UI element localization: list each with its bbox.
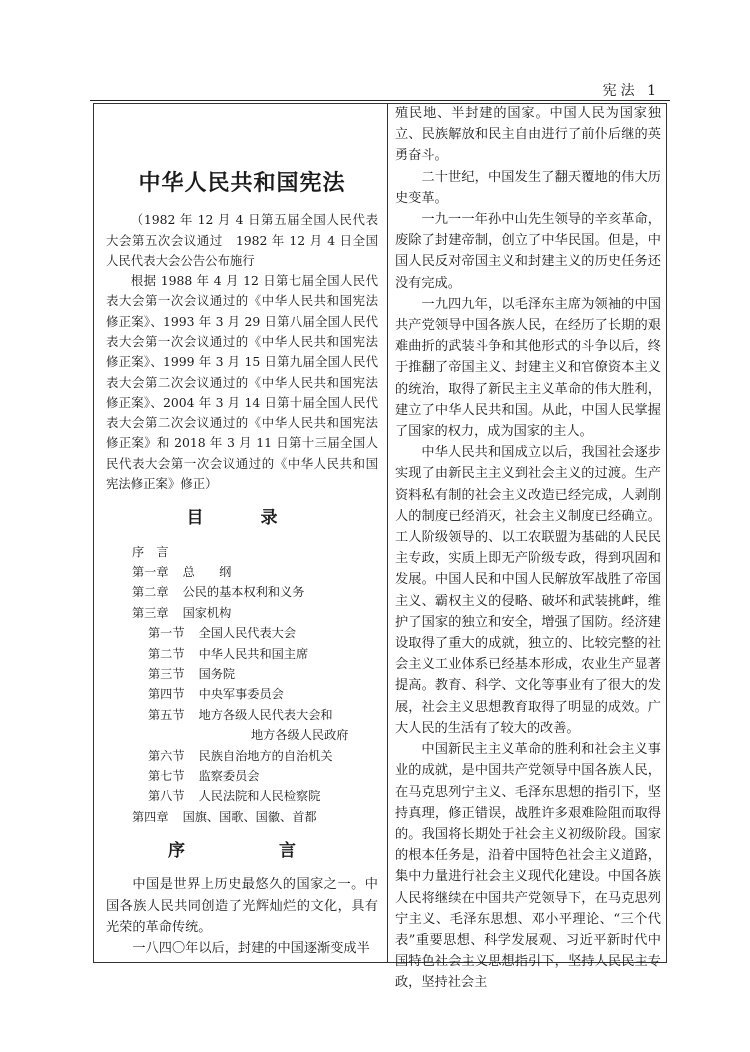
table-of-contents	[106, 542, 378, 828]
preamble-paragraph: 一八四〇年以后，封建的中国逐渐变成半	[132, 941, 370, 957]
preamble-paragraph: 中华人民共和国成立以后，我国社会逐步实现了由新民主主义到社会主义的过渡。生产资料私有制的社会主义改造已经完成，人剥削人的制度已经消灭，社会主义制度已经确立。工人阶级领导的、以工农联盟为基础的人民民主专政，实质上即无产阶级专政，得到巩固和发展。中国人民和中国人民解放军战胜了帝国主义、霸权主义的侵略、破坏和武装挑衅，维护了国家的独立和安全，增强了国防。经济建设取得了重大的成就，独立的、比较完整的社会主义工业体系已经基本形成，农业生产显著提高。教育、科学、文化等事业有了很大的发展，社会主义思想教育取得了明显的成效。广大人民的生活有了较大的改善。	[395, 445, 661, 736]
amendment-note: 根据 1988 年 4 月 12 日第七届全国人民代表大会第一次会议通过的《中华人民共和国宪法修正案》、1993 年 3 月 29 日第八届全国人民代表大会第一次会议通过的《中华人民共和国宪法修正案》、1999 年 3 月 15 日第九届全国人民代表大会第二次会议通过的《中华人民共和国宪法修正案》、2004 年 3 月 14 日第十届全国人民代表大会第二次会议通过的《中华人民共和国宪法修正案》和 2018 年 3 月 11 日第十三届全国人民代表大会第一次会议通过的《中华人民共和国宪法修正案》修正）	[106, 273, 378, 492]
document-title: 中华人民共和国宪法	[138, 171, 346, 196]
toc-item-section-8[interactable]: 第八节 人民法院和人民检察院	[148, 789, 321, 804]
adoption-note: （1982 年 12 月 4 日第五届全国人民代表大会第五次会议通过 1982 年 12 月 4 日全国人民代表大会公告公布施行	[106, 212, 378, 268]
preamble-paragraph: 中国新民主主义革命的胜利和社会主义事业的成就，是中国共产党领导中国各族人民，在马克思列宁主义、毛泽东思想的指引下，坚持真理，修正错误，战胜许多艰难险阻而取得的。我国将长期处于社会主义初级阶段。国家的根本任务是，沿着中国特色社会主义道路，集中力量进行社会主义现代化建设。中国各族人民将继续在中国共产党领导下，在马克思列宁主义、毛泽东思想、邓小平理论、“三个代表”重要思想、科学发展观、习近平新时代中国特色社会主义思想指引下，坚持人民民主专政，坚持社会主	[395, 742, 661, 991]
right-column	[395, 103, 661, 991]
toc-item-section-5[interactable]: 第五节 地方各级人民代表大会和	[148, 707, 333, 722]
toc-item-chapter-3[interactable]: 第三章 国家机构	[132, 605, 232, 620]
toc-item-section-7[interactable]: 第七节 监察委员会	[148, 769, 260, 784]
preamble-paragraph: 中国是世界上历史最悠久的国家之一。中国各族人民共同创造了光辉灿烂的文化，具有光荣的革命传统。	[106, 877, 378, 935]
toc-item-section-4[interactable]: 第四节 中央军事委员会	[148, 687, 284, 702]
preamble-paragraph: 一九一一年孙中山先生领导的辛亥革命，废除了封建帝制，创立了中华民国。但是，中国人民反对帝国主义和封建主义的历史任务还没有完成。	[395, 212, 661, 291]
toc-item-preamble[interactable]: 序 言	[132, 544, 169, 559]
column-divider	[387, 103, 388, 963]
toc-item-chapter-1[interactable]: 第一章 总 纲	[132, 564, 232, 579]
toc-item-section-3[interactable]: 第三节 国务院	[148, 667, 236, 681]
toc-item-section-2[interactable]: 第二节 中华人民共和国主席	[148, 646, 309, 661]
left-column	[106, 103, 378, 959]
toc-item-section-5-continued: 地方各级人民政府	[251, 728, 349, 743]
preamble-paragraph: 二十世纪，中国发生了翻天覆地的伟大历史变革。	[395, 169, 661, 206]
toc-item-chapter-2[interactable]: 第二章 公民的基本权利和义务	[132, 585, 305, 600]
preamble-heading: 序 言	[168, 841, 316, 862]
header-rule	[90, 100, 670, 101]
running-head: 宪法 1	[602, 83, 660, 99]
preamble-paragraph-continued: 殖民地、半封建的国家。中国人民为国家独立、民族解放和民主自由进行了前仆后继的英勇奋斗。	[395, 106, 661, 164]
toc-item-section-6[interactable]: 第六节 民族自治地方的自治机关	[148, 748, 333, 763]
toc-item-section-1[interactable]: 第一节 全国人民代表大会	[148, 626, 297, 641]
toc-heading: 目 录	[186, 508, 298, 529]
preamble-paragraph: 一九四九年，以毛泽东主席为领袖的中国共产党领导中国各族人民，在经历了长期的艰难曲折的武装斗争和其他形式的斗争以后，终于推翻了帝国主义、封建主义和官僚资本主义的统治，取得了新民主主义革命的伟大胜利，建立了中华人民共和国。从此，中国人民掌握了国家的权力，成为国家的主人。	[395, 296, 661, 440]
toc-item-chapter-4[interactable]: 第四章 国旗、国歌、国徽、首都	[132, 809, 317, 824]
